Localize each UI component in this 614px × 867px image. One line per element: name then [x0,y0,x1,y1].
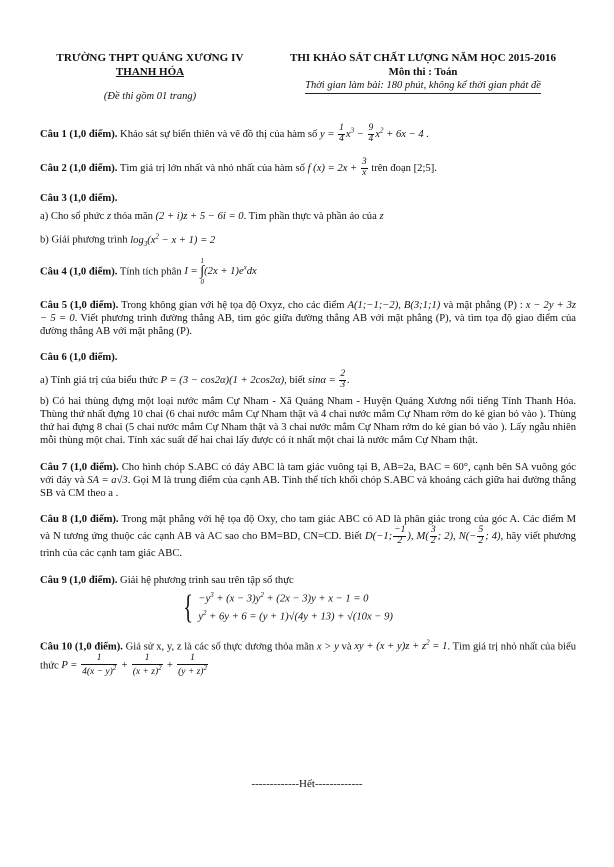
question-5 [40,299,576,339]
math-interval: [2;5]. [413,162,437,174]
question-text: và [341,641,352,653]
math-z: z [106,211,112,223]
question-text: . Tìm phần thực và phần ảo của [243,211,377,223]
left-brace: { [183,589,194,627]
question-1 [40,124,576,145]
question-text: Khảo sát sự biến thiên và vẽ đồ thị của hàm số [120,128,318,140]
question-text: a) Tính giá trị của biểu thức [40,374,158,386]
question-3 [40,192,576,205]
question-7 [40,461,576,501]
question-label: Câu 5 (1,0 điểm). [40,299,119,311]
math-function-q1: y = $\frac{1}{4}$ $x^3$ − $\frac{9}{4}$ $x^2 + 6x - 4$ . [319,123,429,144]
question-label: Câu 6 (1,0 điểm). [40,352,118,364]
question-text: . Tìm giá trị nhỏ nhất của biểu thức [40,641,576,672]
question-text: và mặt phẳng (P) : [443,299,523,311]
exam-questions [40,124,576,678]
question-text: Tìm giá trị lớn nhất và nhỏ nhất của hàm số [119,162,305,174]
question-text: b) Giải phương trình [40,234,128,246]
system-lines [198,590,393,627]
question-label: Câu 1 (1,0 điểm). [40,128,118,140]
question-text: Tính tích phân [119,266,182,278]
question-8 [40,513,576,560]
system-equation-2: $y^2 + 6y + 6 = (y + 1)√(4y + 13) + √(10x - 9)$ [198,609,393,623]
question-text: hãy viết phương trình của các cạnh tam giác ABC. [40,531,576,560]
question-3b [40,232,576,248]
question-text: Trong mặt phẳng với hệ tọa độ Oxy, cho tam giác ABC có AD là phân giác trong của góc A. Các điểm M và N tương ứng thuộc các cạnh AB và AC sao cho BM=BD, CN=CD. Biết [40,514,576,543]
question-text: a) Cho số phức [40,211,105,223]
pages-note: (Đề thi gồm 01 trang) [103,90,197,102]
math-sa-q7: SA = a√3 [87,474,128,486]
question-3a [40,210,576,223]
question-label: Câu 9 (1,0 điểm). [40,574,118,586]
question-text: Trong không gian với hệ tọa độ Oxyz, cho các điểm [121,299,345,311]
school-block [40,52,260,103]
question-2 [40,158,576,179]
question-text: thỏa mãn [113,211,153,223]
school-name: TRƯỜNG THPT QUẢNG XƯƠNG IV [56,52,244,64]
question-text: . Viết phương trình đường thẳng AB, tìm góc giữa đường thẳng AB với mặt phẳng (P), và tìm tọa độ giao điểm của đường thẳng AB với mặt phẳng (P). [40,312,576,338]
school-province: THANH HÓA [115,65,185,78]
math-condition-1-q10: x > y [316,641,339,653]
math-points-q8: D(−1; $\frac{-1}{2}$ ), M( $\frac{3}{2}$ ; 2), N(− $\frac{5}{2}$ ; 4), [365,525,507,547]
math-sin-q6a: sinα = $\frac{2}{3}$ . [308,368,350,390]
question-4 [40,258,576,286]
question-label: Câu 3 (1,0 điểm). [40,192,118,204]
question-text: . Gọi M là trung điểm của cạnh AB. Tính thể tích khối chóp S.ABC và khoảng cách giữa hai đường thẳng SB và CM theo a . [40,474,576,500]
question-text: , biết [284,374,306,386]
end-mark: -------------Hết------------- [251,778,363,790]
exam-time-note: Thời gian làm bài: 180 phút, không kể thời gian phát đề [305,79,541,94]
question-10 [40,639,576,678]
question-6a [40,370,576,391]
math-points-q5: A(1;−1;−2), B(3;1;1) [347,299,441,311]
question-label: Câu 2 (1,0 điểm). [40,162,118,174]
system-equation-1: $-y^3 + (x - 3)y^2 + (2x - 3)y + x - 1 = 0$ [198,590,369,605]
exam-subject: Môn thi : Toán [388,65,458,78]
question-text: Cho hình chóp S.ABC có đáy ABC là tam giác vuông tại B, AB=2a, BAC = 60°, cạnh bên SA vuông góc với đáy và [40,461,577,486]
question-label: Câu 4 (1,0 điểm). [40,266,118,278]
math-expression-q10: P = $\frac{1}{4(x - y)^2}$ + $\frac{1}{(x + z)^2}$ + $\frac{1}{(y + z)^2}$ [61,652,207,677]
exam-info-block [268,52,578,94]
math-function-q2: f (x) = 2x + $\frac{3}{x}$ [307,156,367,178]
math-equation-q3a: (2 + i)z + 5 − 6i = 0 [155,211,244,223]
math-equation-q3b: $\log_3(x^2 - x + 1) = 2$ [130,232,216,248]
question-label: Câu 8 (1,0 điểm). [40,514,119,526]
math-integral-q4: I = 1 ∫ 0 $(2x + 1)e^xdx$ [184,256,257,286]
math-plane-q5: x − 2y + 3z − 5 = 0 [40,299,577,324]
math-z: z [379,211,384,223]
question-text-tail: trên đoạn [371,162,411,174]
question-label: Câu 7 (1,0 điểm). [40,461,119,473]
question-6 [40,351,576,364]
math-expression-q6a: P = (3 − cos2α)(1 + 2cos2α) [160,374,285,386]
exam-header [0,52,614,114]
equation-system-q9 [180,590,576,627]
question-9 [40,574,576,587]
question-text: Giả sử x, y, z là các số thực dương thỏa mãn [125,641,315,653]
question-label: Câu 10 (1,0 điểm). [40,641,123,653]
question-text: Giải hệ phương trình sau trên tập số thực [120,574,294,586]
question-6b: b) Có hai thùng đựng một loại nước mắm Cự Nham - Xã Quảng Nham - Huyện Quảng Xương nổi tiếng Tỉnh Thanh Hóa. Thùng thứ nhất đựng 10 chai (6 chai nước mắm Cự Nham thật và 4 chai nước mắm Cự Nham rởm do kẻ gian bỏ vào ). Thùng thứ hai đựng 8 chai (5 chai nước mắm Cự Nham thật và 3 chai nước mắm Cự Nham rởm do kẻ gian bỏ vào ). Lấy ngẫu nhiên mỗi thùng một chai. Tính xác suất để hai chai lấy được có ít nhất một chai là nước mắm Cự Nham thật. [40,395,576,447]
exam-title: THI KHẢO SÁT CHẤT LƯỢNG NĂM HỌC 2015-2016 [290,52,556,64]
math-condition-2-q10: xy + $(x + y)z + z^2 = 1$ [354,638,448,653]
